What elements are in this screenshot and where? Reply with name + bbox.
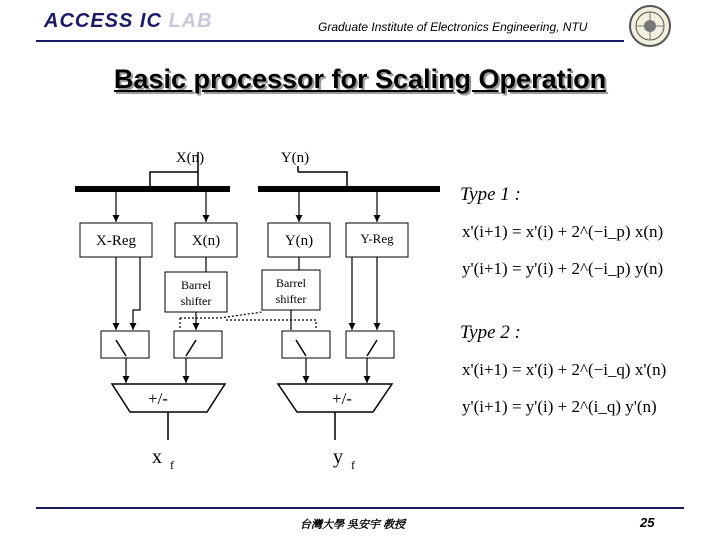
barrel-left-line1: Barrel bbox=[181, 278, 211, 292]
type2-equation-2: y'(i+1) = y'(i) + 2^(i_q) y'(n) bbox=[462, 397, 657, 416]
x-bus bbox=[75, 186, 230, 192]
lab-name-faded: LAB bbox=[168, 10, 213, 32]
input-x-label: X(n) bbox=[175, 150, 205, 166]
output-y-label: y bbox=[333, 446, 343, 468]
mux-y-left bbox=[282, 331, 330, 358]
x-value-label: X(n) bbox=[191, 233, 221, 249]
barrel-right-line1: Barrel bbox=[276, 276, 306, 290]
y-reg-label: Y-Reg bbox=[360, 231, 394, 246]
adder-right-label: +/- bbox=[332, 389, 352, 408]
type2-label: Type 2 : bbox=[460, 322, 521, 343]
output-x-subscript: f bbox=[170, 458, 174, 472]
input-y-label: Y(n) bbox=[280, 150, 310, 166]
page-title: Basic processor for Scaling Operation bbox=[113, 64, 607, 94]
y-bus bbox=[258, 186, 440, 192]
type1-equation-2: y'(i+1) = y'(i) + 2^(−i_p) y(n) bbox=[462, 259, 664, 278]
footer-rule bbox=[36, 507, 684, 509]
lab-name-main: ACCESS IC bbox=[44, 10, 169, 32]
mux-x-right bbox=[174, 331, 222, 358]
type2-equation-1: x'(i+1) = x'(i) + 2^(−i_q) x'(n) bbox=[462, 360, 667, 379]
x-reg-label: X-Reg bbox=[96, 233, 136, 249]
institute-name: Graduate Institute of Electronics Engineering, NTU bbox=[318, 20, 588, 34]
y-value-label: Y(n) bbox=[284, 233, 314, 249]
type1-label: Type 1 : bbox=[460, 184, 521, 205]
adder-left bbox=[112, 384, 225, 412]
type1-equation-1: x'(i+1) = x'(i) + 2^(−i_p) x(n) bbox=[462, 222, 664, 241]
page-number: 25 bbox=[640, 515, 655, 530]
footer-author: 台灣大學 吳安宇 教授 bbox=[300, 519, 406, 531]
y-loop-wire bbox=[298, 172, 347, 186]
output-x-label: x bbox=[152, 446, 162, 468]
barrel-right-line2: shifter bbox=[275, 292, 307, 306]
adder-left-label: +/- bbox=[148, 389, 168, 408]
output-y-subscript: f bbox=[351, 458, 355, 472]
x-loop-wire bbox=[150, 172, 198, 186]
barrel-left-line2: shifter bbox=[180, 294, 212, 308]
mux-y-right bbox=[346, 331, 394, 358]
